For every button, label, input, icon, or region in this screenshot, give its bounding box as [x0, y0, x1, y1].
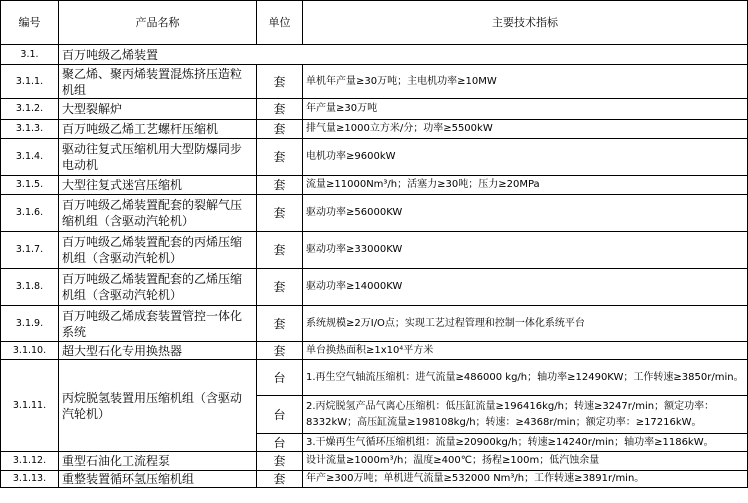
row-code: 3.1.10.	[1, 342, 59, 360]
table-row	[1, 360, 748, 396]
section-row	[1, 45, 748, 65]
row-product-name: 百万吨级乙烯装置配套的裂解气压缩机组（含驱动汽轮机）	[59, 195, 257, 232]
row-spec: 流量≥11000Nm³/h；活塞力≥30吨；压力≥20MPa	[303, 176, 748, 195]
row-spec: 3.干燥再生气循环压缩机组：流量≥20900kg/h；转速≥14240r/min；轴功率≥1186kW。	[303, 434, 748, 452]
row-product-name: 聚乙烯、聚丙烯装置混炼挤压造粒机组	[59, 65, 257, 99]
row-spec: 驱动功率≥14000KW	[303, 269, 748, 306]
table-row	[1, 139, 748, 176]
row-spec: 系统规模≥2万I/O点；实现工艺过程管理和控制一体化系统平台	[303, 306, 748, 342]
table-row	[1, 342, 748, 360]
row-code: 3.1.1.	[1, 65, 59, 99]
table-row	[1, 471, 748, 488]
row-product-name: 百万吨级乙烯装置配套的丙烯压缩机组（含驱动汽轮机）	[59, 232, 257, 269]
row-code: 3.1.8.	[1, 269, 59, 306]
header-row	[1, 1, 748, 45]
row-unit: 套	[257, 65, 303, 99]
row-code: 3.1.6.	[1, 195, 59, 232]
row-product-name: 大型往复式迷宫压缩机	[59, 176, 257, 195]
row-spec: 1.再生空气轴流压缩机：进气流量≥486000 kg/h；轴功率≥12490KW；工作转速≥3850r/min。	[303, 360, 748, 396]
row-product-name: 重型石油化工流程泵	[59, 452, 257, 471]
table-row	[1, 195, 748, 232]
row-unit: 套	[257, 471, 303, 488]
row-unit: 套	[257, 99, 303, 120]
row-product-name: 驱动往复式压缩机用大型防爆同步电动机	[59, 139, 257, 176]
row-unit: 套	[257, 342, 303, 360]
row-unit: 台	[257, 360, 303, 396]
row-code: 3.1.11.	[1, 360, 59, 452]
header-spec: 主要技术指标	[303, 1, 748, 45]
header-product: 产品名称	[59, 1, 257, 45]
section-code: 3.1.	[1, 45, 59, 65]
row-product-name: 大型裂解炉	[59, 99, 257, 120]
row-unit: 套	[257, 120, 303, 139]
row-code: 3.1.5.	[1, 176, 59, 195]
row-spec: 设计流量≥1000m³/h；温度≥400℃；扬程≥100m；低汽蚀余量	[303, 452, 748, 471]
table-row	[1, 452, 748, 471]
row-code: 3.1.13.	[1, 471, 59, 488]
table-row	[1, 65, 748, 99]
table-row	[1, 306, 748, 342]
row-spec: 年产≥300万吨；单机进气流量≥532000 Nm³/h；工作转速≥3891r/min。	[303, 471, 748, 488]
header-unit: 单位	[257, 1, 303, 45]
row-spec: 电机功率≥9600kW	[303, 139, 748, 176]
row-code: 3.1.2.	[1, 99, 59, 120]
row-spec: 2.丙烷脱氢产品气离心压缩机：低压缸流量≥196416kg/h；转速≥3247r/min；额定功率：8332kW；高压缸流量≥198108kg/h；转速：≥4368r/min；额定功率：≥17216kW。	[303, 396, 748, 434]
row-unit: 台	[257, 434, 303, 452]
row-unit: 套	[257, 176, 303, 195]
table-row	[1, 269, 748, 306]
table-row	[1, 232, 748, 269]
row-spec: 排气量≥1000立方米/分；功率≥5500kW	[303, 120, 748, 139]
row-unit: 套	[257, 306, 303, 342]
row-unit: 套	[257, 139, 303, 176]
table-row	[1, 120, 748, 139]
row-unit: 套	[257, 232, 303, 269]
row-spec: 单机年产量≥30万吨；主电机功率≥10MW	[303, 65, 748, 99]
table-row	[1, 99, 748, 120]
row-code: 3.1.9.	[1, 306, 59, 342]
row-product-name: 百万吨级乙烯成套装置管控一体化系统	[59, 306, 257, 342]
table-row	[1, 176, 748, 195]
row-unit: 套	[257, 269, 303, 306]
row-product-name: 重整装置循环氢压缩机组	[59, 471, 257, 488]
row-code: 3.1.12.	[1, 452, 59, 471]
row-product-name: 百万吨级乙烯工艺螺杆压缩机	[59, 120, 257, 139]
row-product-name: 百万吨级乙烯装置配套的乙烯压缩机组（含驱动汽轮机）	[59, 269, 257, 306]
header-code: 编号	[1, 1, 59, 45]
row-spec: 驱动功率≥33000KW	[303, 232, 748, 269]
row-code: 3.1.7.	[1, 232, 59, 269]
row-unit: 套	[257, 452, 303, 471]
row-product-name: 超大型石化专用换热器	[59, 342, 257, 360]
row-code: 3.1.3.	[1, 120, 59, 139]
row-product-name: 丙烷脱氢装置用压缩机组（含驱动汽轮机）	[59, 360, 257, 452]
row-code: 3.1.4.	[1, 139, 59, 176]
section-title: 百万吨级乙烯装置	[59, 45, 748, 65]
row-spec: 年产量≥30万吨	[303, 99, 748, 120]
row-spec: 单台换热面积$\ge 1x10^4$平方米	[303, 342, 748, 360]
row-unit: 套	[257, 195, 303, 232]
row-spec: 驱动功率≥56000KW	[303, 195, 748, 232]
row-unit: 台	[257, 396, 303, 434]
